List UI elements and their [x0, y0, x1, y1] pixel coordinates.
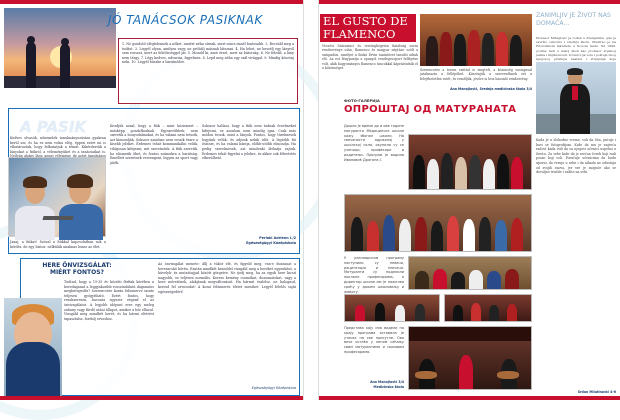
interview-signature: Srđan Milutinović 4-6 — [577, 390, 616, 394]
here-article-column-2: Az önvizsgálat menete: állj a tükör elé, és figyeld meg, van-e duzzanat a herezacskó bőrén. Ezután mindkét kezeddel vizsgáld meg a heréket egyenként, a hüvelyk- és mutatóujjad között görgetve. Ne ijedj meg, ha az egyik here kicsit nagyobb, ez teljesen normális. Keress kemény csomókat, duzzanatokat, vagy a here méretének, alakjának megváltozását. Ha bármit észlelsz, ne halogasd, keresd fel orvosodat! A korai felismerés életet menthet. Legyél felelős saját egészségedért! — [158, 262, 296, 294]
graduation-stage-photo — [444, 294, 532, 322]
couple-sunset-photo — [4, 8, 116, 88]
bottom-stripe — [0, 396, 303, 400]
flamenco-text-column-2: Szerencsére a terem ezúttal is megtelt, a közönség vastapssal jutalmazta a fellépőket. Köszönjük a szervezőknek ezt a felejthetetlen estét, és reméljük, jövőre is lesz hasonló rendezvény. — [420, 68, 532, 81]
graduation-group-photo-1 — [408, 134, 532, 190]
author-name: Perlaki Adrienn I./2 — [259, 236, 296, 240]
graduation-group-photo-2 — [344, 194, 532, 252]
graduation-signature — [344, 380, 404, 389]
tips-box — [118, 38, 298, 104]
graduation-group-photo-3 — [408, 256, 532, 290]
pasik-bottom-note: Jaaaj, a fiúkat! Szóval a fiúkkal kapcsolatban sok a kérdés, de egy biztos: nélkülük unalmas lenne az élet. — [10, 240, 106, 249]
author-name: Ana Manojlović 3/4 — [370, 380, 404, 384]
pasik-article-column-2: Sokszor hallani, hogy a fiúk nem tudnak érzelmeket kifejezni, ez azonban nem mindig igaz. Csak más módon teszik, mint a lányok. Fontos, hogy türelmesek legyünk velük, és adjunk nekik időt. A legtöbb fiú őszinte, és ha valami bántja, előbb-utóbb elmondja. Ha pedig szerelmesek, azt mindenki láthatja rajtuk. Érdemes tehát figyelni a jelekre, és akkor sok félreértés elkerülhető. — [202, 124, 296, 161]
flamenco-text-column-1: Vecsési Szárazinci és restinghegeien fiatalság sorra rendezvénye után, flamenco és magyar néptánc szólt a színpadon, amelyet a Sinkó Ervin tanintézet tanulói adtak elő. Az est fénypontja a spanyol vendégcsoport fellépése volt, akik hagyományos flamenco táncokkal kápráztatták el a közönséget. — [322, 44, 418, 71]
pasik-intro-text: Kedves olvasók, nőneműek tanulmányozására gyakran kerül sor, és ha ez nem volna elég, éppen ezért mi is elhatároztuk, hogy felkutatjuk a témát. Kikérdeztük a lányokat a fiúkról, a véleményüket és a tanácsaikat is. — [10, 136, 106, 154]
article-title: JÓ TANÁCSOK PASIKNAK — [108, 13, 263, 27]
here-article-column-1: Tudtad, hogy a 15-35 év közötti férfiak körében a heredaganat a leggyakoribb rosszindulatú daganatos megbetegedés? Szerencsére korán felismerve szinte teljesen gyógyítható. Ezért fontos, hogy rendszeresen, havonta egyszer végezd el az önvizsgálatot. A legjobb időpont erre egy meleg zuhany vagy fürdő utáni állapot, amikor a bőr ellazul. Vizsgáld meg mindkét herét, és ha bármi eltérést tapasztalsz, fordulj orvoshoz. — [64, 280, 154, 321]
here-signature: Egészségügyi Középiskola — [251, 386, 296, 390]
author-school: Egészségügyi Középiskola — [246, 240, 296, 245]
flamenco-signature: Ana Manojlović, Srednja medicinska škola 3/4 — [450, 87, 532, 91]
tips-text: 1. Ne gondold elégtelennek a nőket, amiért néha sírnak, mert nincs ennél fontosabb. 2. Becsüld meg a tudást. 3. Legyél olyan, amilyen vagy, ne próbálj másnak látszani. 4. Ha lehet, ne beszélj egy lányról sem rosszat, mert az felelősséggel jár. 5. Mondd ki, amit érzel, mert az bátorság. 6. Ne feledd, a lány nem tárgy. 7. Légy kedves, udvarias, figyelmes. 8. Lepd meg néha egy szál virággal. 9. Mindig köszönj neki. 10. Legyél büszke a barátnődre. — [122, 42, 294, 65]
pasik-article-column-1: Kezdjük azzal, hogy a fiúk – mint közismert – másképp gondolkodnak. Egyszerűbbek, nem szeretik a bonyodalmakat, és ha valami nem tetszik, azt kimondják. Sokszor azonban nem veszik észre a kisebb jeleket. Érdemes tehát kommunikálni velük, világosan kifejezni, mit szeretnénk. A fiúk szeretik, ha elismerik őket, és fontos számukra a barátság. Emellett szeretnek versengeni, legyen az sport vagy játék. — [110, 124, 198, 165]
graduation-text-column-1: Дошло је време да и ове године матуранти Медицинске школе кажу збогом школи. На свечаности одржаној у школској сали, окупили су се ученици, професори и родитељи. Програм је водила Ивановић Драгана Ј. — [344, 124, 404, 162]
graduation-performance-photo — [408, 326, 532, 390]
section-label: ФОТО-ГАЛЕРИЈА — [344, 98, 380, 103]
interview-intro-text: Profesor Mihajlović je rođen u Zrenjaninu, gde je završio osnovnu i srednju školu. Studirao je na Filozofskom fakultetu u Novom Sadu. Od 1999. godine radi u našoj školi kao profesor srpskog jezika i književnosti. Učenici ga vole i poštuju zbog njegovog pristupa nastavi i strpljenja koje — [536, 36, 616, 62]
top-stripe — [0, 0, 303, 4]
left-page — [0, 0, 304, 400]
pasik-signature — [202, 236, 296, 245]
here-title: HERE ÖNVIZSGÁLAT: MIÉRT FONTOS? — [42, 262, 112, 276]
interview-title: ZANIMLJIV JE ŽIVOT NAS DOMAĆA... — [536, 12, 611, 27]
teacher-portrait-photo — [536, 62, 616, 134]
flamenco-group-photo — [420, 14, 532, 66]
top-stripe — [319, 0, 620, 4]
flamenco-title: EL GUSTO DE FLAMENCO — [320, 14, 416, 42]
interview-text-column: Kada je u slobodno vreme, voli da čita, putuje i bavi se fotografijom. Kaže da mu je najveća radost kada vidi da su njegovi učenici uspešni u životu. Za sebe kaže da je srećan čovek koji radi posao koji voli. Poručuje učenicima da budu uporni, da veruju u sebe i da nikada ne odustaju od svojih snova, jer sve je moguće ako se dovoljno trudite i radite na sebi. — [536, 138, 616, 175]
graduation-text-column-2: У разноврсном програму наступили су певачи, рецитатори и плесачи. Матуранти су поделили поклоне професорима, а директор школе им је пожелео срећу у даљем школовању и животу. — [344, 256, 404, 294]
graduation-article-title: ОПРОШТАЈ ОД МАТУРАНАТА — [344, 104, 517, 115]
boys-laptop-photo — [8, 157, 106, 237]
author-school: Medicinska škola — [373, 384, 404, 389]
graduation-text-column-3: Представа коју смо видели на крају програма оставила је утисак на све присутне. Ово вече остаће у лепом сећању свим матурантима и њиховим професорима. — [344, 326, 404, 354]
boy-covering-face-photo — [4, 298, 62, 396]
graduation-dance-photo — [344, 294, 440, 322]
bottom-stripe — [319, 396, 620, 400]
